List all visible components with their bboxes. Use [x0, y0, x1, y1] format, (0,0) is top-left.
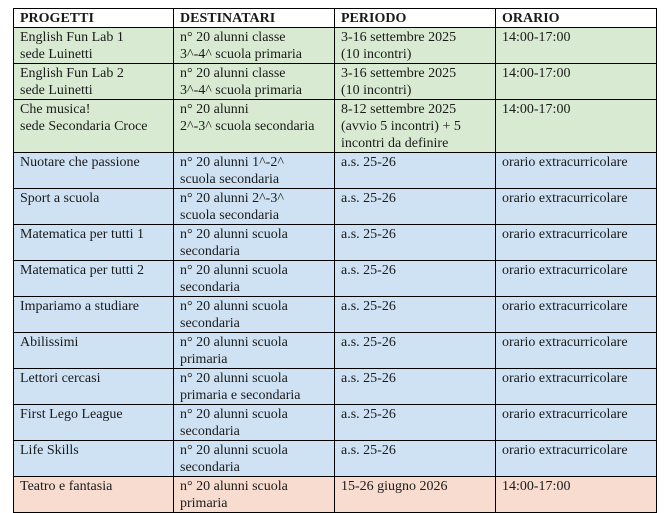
cell-destinatari: n° 20 alunni scuola secondaria	[174, 405, 335, 441]
cell-periodo: 3-16 settembre 2025 (10 incontri)	[335, 28, 496, 64]
projects-table	[13, 8, 657, 513]
cell-progetto: Nuotare che passione	[14, 153, 174, 189]
cell-periodo: 3-16 settembre 2025 (10 incontri)	[335, 64, 496, 100]
cell-orario: orario extracurricolare	[496, 333, 657, 369]
header-progetti: PROGETTI	[14, 9, 174, 28]
cell-periodo: a.s. 25-26	[335, 189, 496, 225]
cell-periodo: a.s. 25-26	[335, 369, 496, 405]
header-periodo: PERIODO	[335, 9, 496, 28]
table-row	[14, 477, 657, 513]
cell-destinatari: n° 20 alunni scuola secondaria	[174, 297, 335, 333]
cell-orario: orario extracurricolare	[496, 441, 657, 477]
cell-periodo: a.s. 25-26	[335, 405, 496, 441]
table-row	[14, 225, 657, 261]
cell-progetto: First Lego League	[14, 405, 174, 441]
cell-periodo: a.s. 25-26	[335, 441, 496, 477]
cell-orario: 14:00-17:00	[496, 100, 657, 153]
cell-orario: orario extracurricolare	[496, 153, 657, 189]
header-row	[14, 9, 657, 28]
cell-destinatari: n° 20 alunni classe 3^-4^ scuola primaria	[174, 64, 335, 100]
cell-orario: orario extracurricolare	[496, 297, 657, 333]
cell-periodo: a.s. 25-26	[335, 153, 496, 189]
cell-orario: orario extracurricolare	[496, 225, 657, 261]
cell-progetto: Che musica! sede Secondaria Croce	[14, 100, 174, 153]
cell-orario: orario extracurricolare	[496, 405, 657, 441]
cell-progetto: Sport a scuola	[14, 189, 174, 225]
table-row	[14, 333, 657, 369]
table-row	[14, 405, 657, 441]
table-row	[14, 441, 657, 477]
table-row	[14, 64, 657, 100]
cell-orario: 14:00-17:00	[496, 477, 657, 513]
cell-periodo: a.s. 25-26	[335, 225, 496, 261]
cell-progetto: English Fun Lab 1 sede Luinetti	[14, 28, 174, 64]
table-row	[14, 100, 657, 153]
table-row	[14, 28, 657, 64]
cell-destinatari: n° 20 alunni scuola primaria	[174, 333, 335, 369]
cell-progetto: Impariamo a studiare	[14, 297, 174, 333]
cell-progetto: Abilissimi	[14, 333, 174, 369]
cell-periodo: a.s. 25-26	[335, 297, 496, 333]
cell-periodo: a.s. 25-26	[335, 333, 496, 369]
cell-destinatari: n° 20 alunni scuola secondaria	[174, 225, 335, 261]
cell-destinatari: n° 20 alunni scuola primaria	[174, 477, 335, 513]
cell-periodo: 15-26 giugno 2026	[335, 477, 496, 513]
table-row	[14, 297, 657, 333]
table-row	[14, 261, 657, 297]
table-row	[14, 153, 657, 189]
cell-destinatari: n° 20 alunni 1^-2^ scuola secondaria	[174, 153, 335, 189]
cell-progetto: English Fun Lab 2 sede Luinetti	[14, 64, 174, 100]
cell-periodo: 8-12 settembre 2025 (avvio 5 incontri) + 5 incontri da definire	[335, 100, 496, 153]
cell-orario: orario extracurricolare	[496, 369, 657, 405]
cell-progetto: Life Skills	[14, 441, 174, 477]
cell-orario: orario extracurricolare	[496, 189, 657, 225]
cell-destinatari: n° 20 alunni scuola primaria e secondaria	[174, 369, 335, 405]
cell-orario: orario extracurricolare	[496, 261, 657, 297]
cell-progetto: Teatro e fantasia	[14, 477, 174, 513]
cell-destinatari: n° 20 alunni classe 3^-4^ scuola primaria	[174, 28, 335, 64]
cell-progetto: Matematica per tutti 2	[14, 261, 174, 297]
table-row	[14, 369, 657, 405]
cell-progetto: Matematica per tutti 1	[14, 225, 174, 261]
header-orario: ORARIO	[496, 9, 657, 28]
table-row	[14, 189, 657, 225]
cell-destinatari: n° 20 alunni scuola secondaria	[174, 441, 335, 477]
cell-progetto: Lettori cercasi	[14, 369, 174, 405]
cell-destinatari: n° 20 alunni 2^-3^ scuola secondaria	[174, 189, 335, 225]
cell-periodo: a.s. 25-26	[335, 261, 496, 297]
cell-orario: 14:00-17:00	[496, 28, 657, 64]
cell-destinatari: n° 20 alunni 2^-3^ scuola secondaria	[174, 100, 335, 153]
header-destinatari: DESTINATARI	[174, 9, 335, 28]
cell-destinatari: n° 20 alunni scuola secondaria	[174, 261, 335, 297]
cell-orario: 14:00-17:00	[496, 64, 657, 100]
